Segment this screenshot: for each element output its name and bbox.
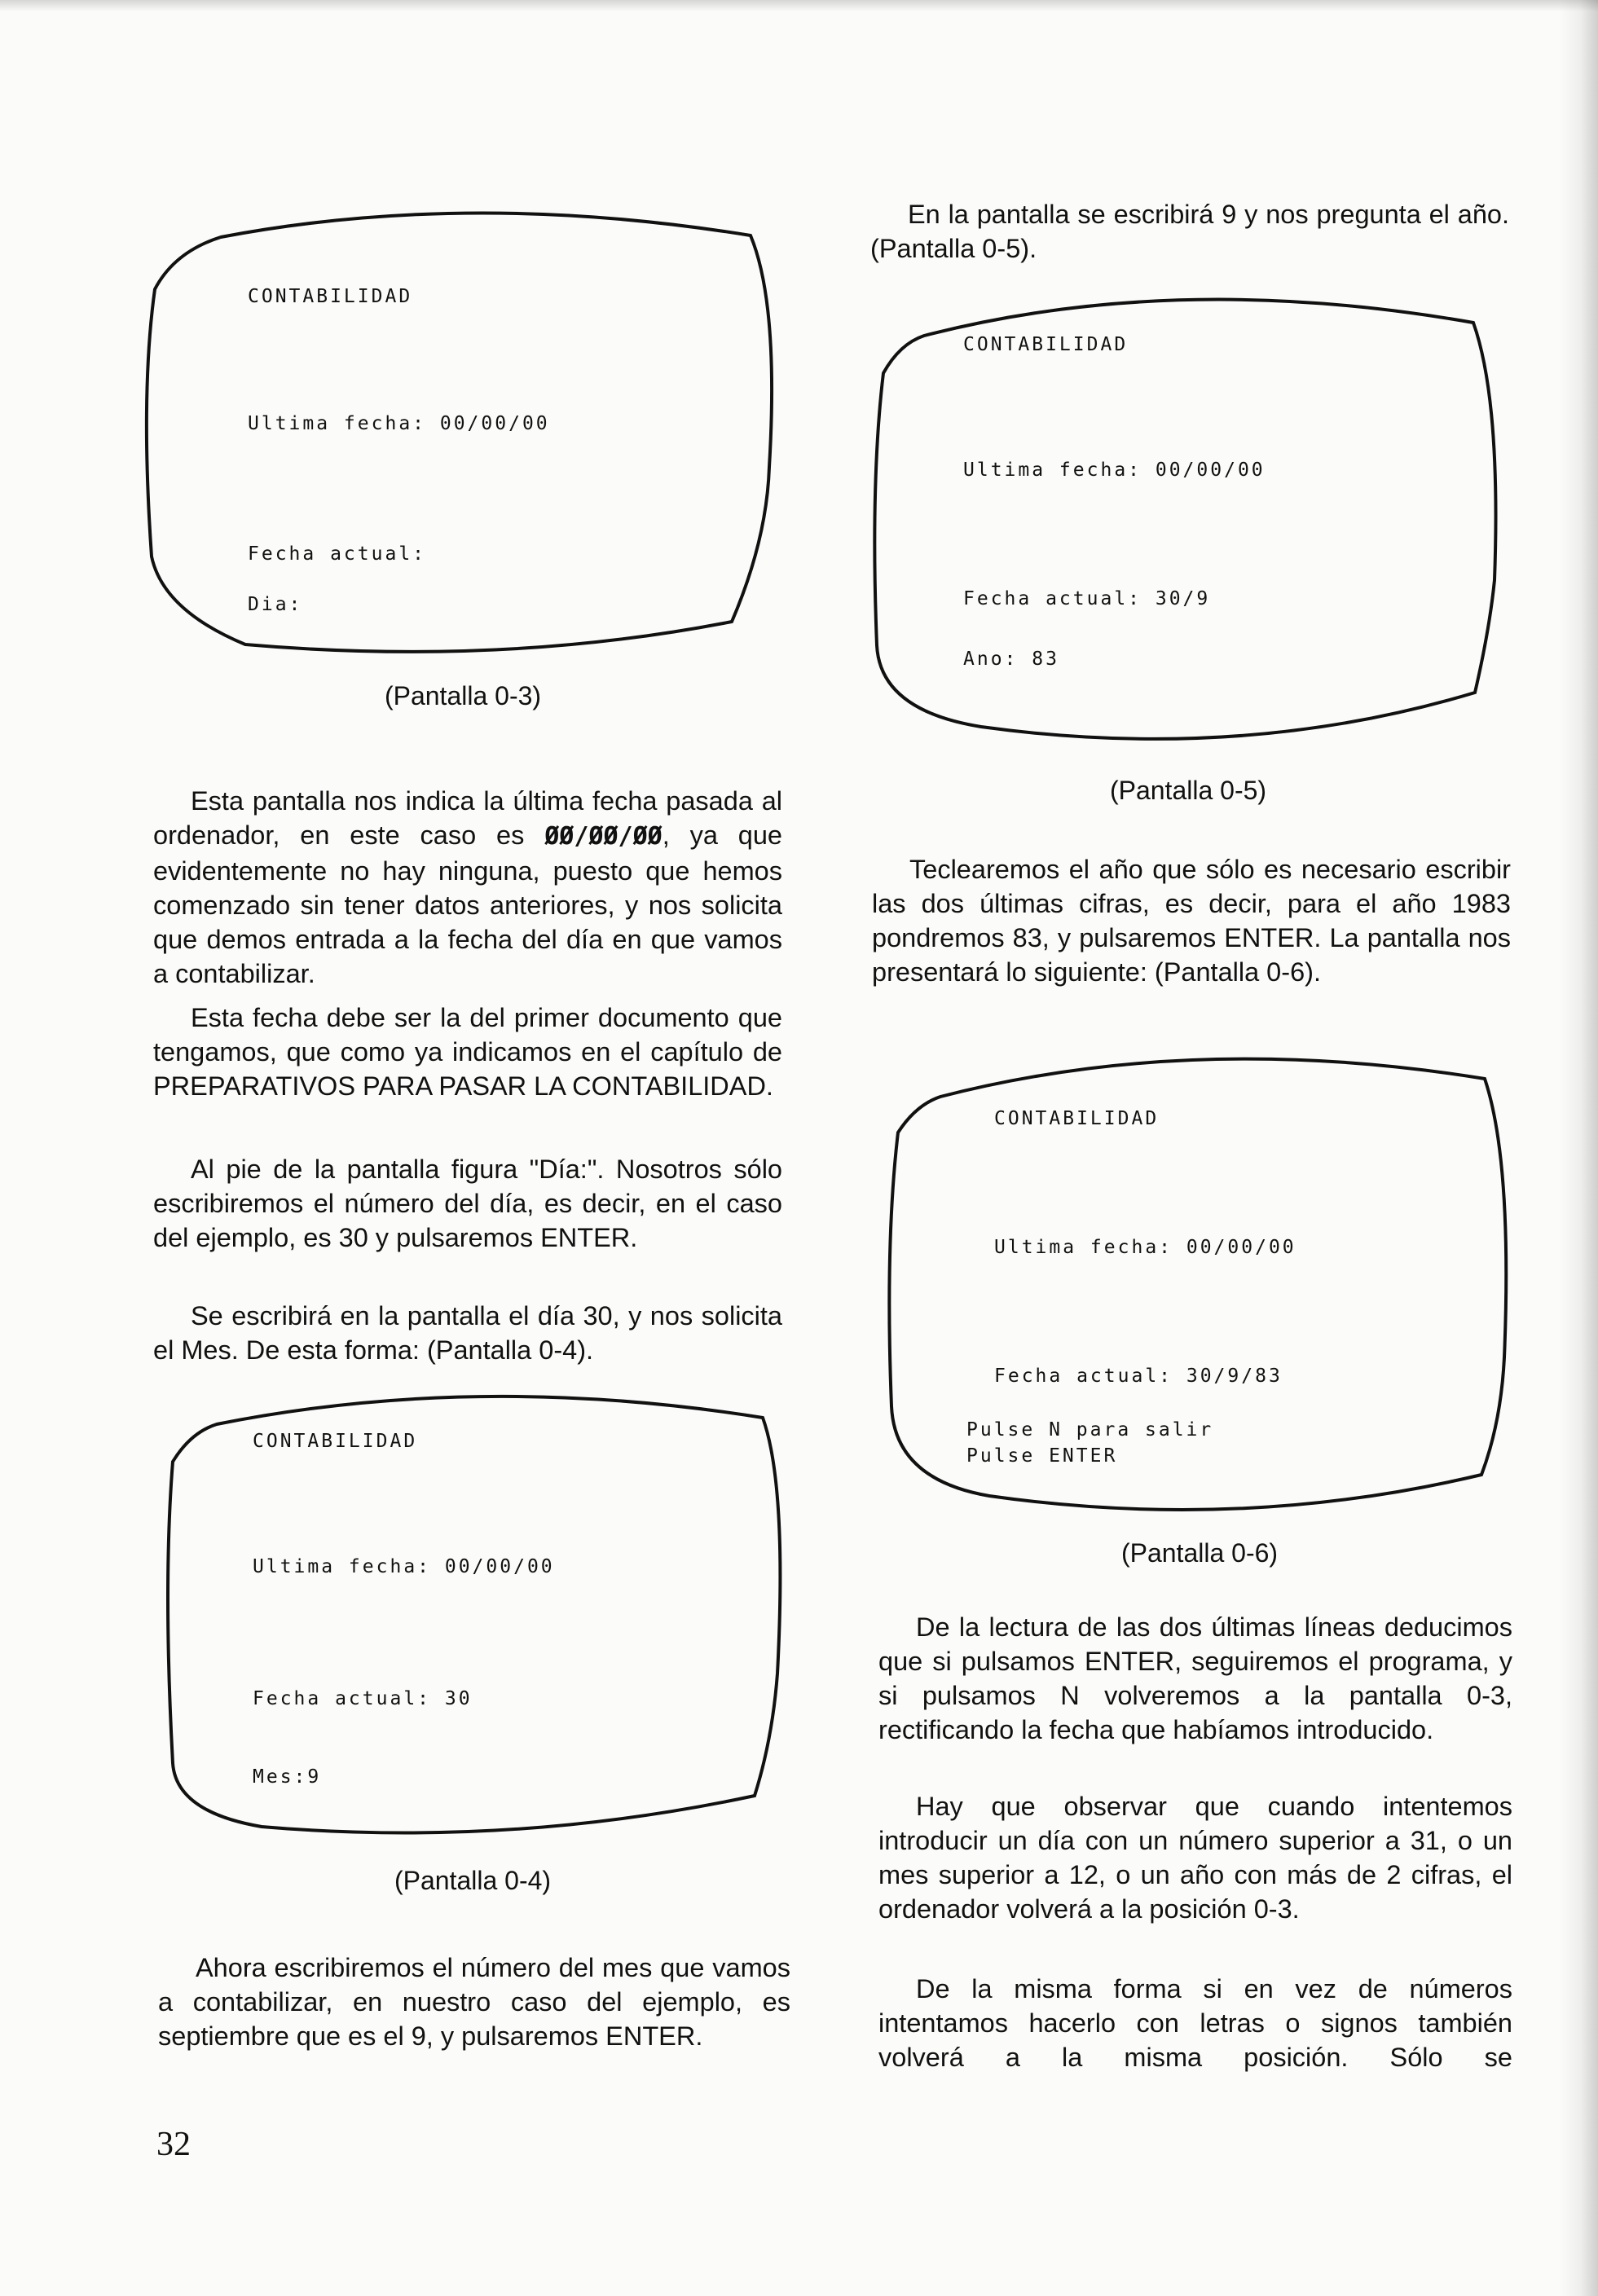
screen-prompt: Ano: 83 <box>963 649 1059 670</box>
paragraph-left-1-text-b: , ya que evidentemente no hay ninguna, puesto que hemos comenzado sin tener datos anteriores, y nos solicita que demos entrada a la fecha del día en que vamos a contabilizar. <box>153 820 783 988</box>
caption-pantalla-0-3: (Pantalla 0-3) <box>384 681 542 710</box>
paragraph-right-3: Hay que observar que cuando intentemos introducir un día con un número superior a 31, o un mes superior a 12, o un año con más de 2 cifras, el ordenador volverá a la posición 0-3. <box>878 1792 1512 1924</box>
paragraph-left-4: Se escribirá en la pantalla el día 30, y nos solicita el Mes. De esta forma: (Pantalla 0-4). <box>153 1301 782 1365</box>
page-number: 32 <box>156 2126 191 2163</box>
screen-title: CONTABILIDAD <box>248 286 413 307</box>
screen-title: CONTABILIDAD <box>994 1108 1160 1129</box>
paragraph-left-1 <box>153 784 782 991</box>
paragraph-right-2: De la lectura de las dos últimas líneas deducimos que si pulsamos ENTER, seguiremos el programa, y si pulsamos N volveremos a la pantalla 0-3, rectificando la fecha que habíamos introducido. <box>878 1612 1512 1744</box>
paragraph-left-1-text-a: Esta pantalla nos indica la última fecha pasada al ordenador, en este caso es <box>153 786 782 850</box>
screen-last-date: Ultima fecha: 00/00/00 <box>253 1556 555 1577</box>
screen-0-5 <box>867 287 1503 753</box>
screen-current-date: Fecha actual: 30/9/83 <box>994 1366 1283 1387</box>
screen-last-date: Ultima fecha: 00/00/00 <box>248 413 550 434</box>
caption-pantalla-0-4: (Pantalla 0-4) <box>394 1866 552 1895</box>
screen-prompt: Dia: <box>248 594 303 615</box>
screen-title: CONTABILIDAD <box>253 1431 418 1452</box>
screen-current-date: Fecha actual: <box>248 543 427 565</box>
paragraph-right-0: En la pantalla se escribirá 9 y nos pregunta el año. (Pantalla 0-5). <box>870 200 1509 263</box>
paragraph-left-5: Ahora escribiremos el número del mes que vamos a contabilizar, en nuestro caso del ejemplo, es septiembre que es el 9, y pulsaremos ENTER. <box>158 1953 790 2051</box>
screen-0-4 <box>160 1380 786 1848</box>
screen-prompt: Mes:9 <box>253 1766 322 1788</box>
paragraph-left-2: Esta fecha debe ser la del primer documento que tengamos, que como ya indicamos en el capítulo de PREPARATIVOS PARA PASAR LA CONTABILIDAD. <box>153 1003 782 1101</box>
screen-prompt-enter: Pulse ENTER <box>966 1445 1118 1467</box>
caption-pantalla-0-6: (Pantalla 0-6) <box>1120 1538 1279 1568</box>
screen-0-3 <box>143 198 782 669</box>
paragraph-left-3: Al pie de la pantalla figura "Día:". Nosotros sólo escribiremos el número del día, es decir, en el caso del ejemplo, es 30 y pulsaremos ENTER. <box>153 1155 782 1252</box>
inline-code-zero-date: ØØ/ØØ/ØØ <box>544 822 663 851</box>
screen-current-date: Fecha actual: 30 <box>253 1688 473 1709</box>
screen-0-6 <box>883 1048 1516 1517</box>
page-edge-shadow <box>1559 0 1598 2296</box>
screen-current-date: Fecha actual: 30/9 <box>963 588 1211 609</box>
caption-pantalla-0-5: (Pantalla 0-5) <box>1109 776 1267 805</box>
page-top-shadow <box>0 0 1598 11</box>
screen-title: CONTABILIDAD <box>963 334 1129 355</box>
paragraph-right-4: De la misma forma si en vez de números intentamos hacerlo con letras o signos también volverá a la misma posición. Sólo se <box>878 1974 1512 2072</box>
paragraph-right-1: Teclearemos el año que sólo es necesario escribir las dos últimas cifras, es decir, para el año 1983 pondremos 83, y pulsaremos ENTER. La pantalla nos presentará lo siguiente: (Pantalla 0-6). <box>872 855 1511 987</box>
screen-prompt-exit: Pulse N para salir <box>966 1419 1214 1440</box>
screen-last-date: Ultima fecha: 00/00/00 <box>994 1237 1296 1258</box>
crt-frame-0-5 <box>867 287 1503 753</box>
screen-last-date: Ultima fecha: 00/00/00 <box>963 460 1266 481</box>
